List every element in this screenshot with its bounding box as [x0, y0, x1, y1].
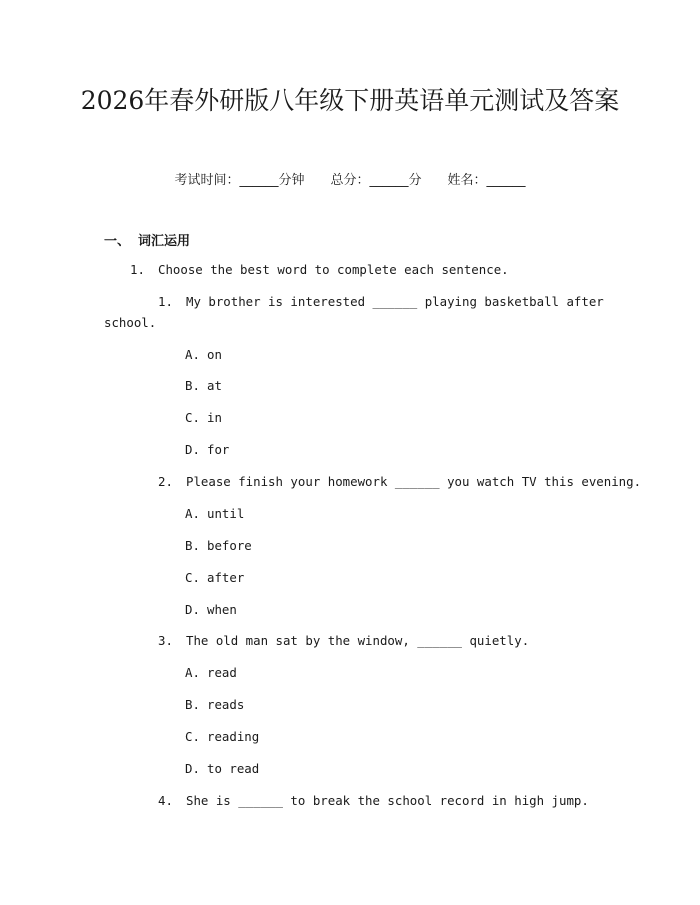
option-text: read — [207, 665, 237, 680]
question-3-option-b[interactable] — [185, 697, 244, 713]
question-1 — [158, 294, 604, 310]
option-letter: D. — [185, 442, 200, 457]
option-letter: D. — [185, 602, 200, 617]
option-letter: D. — [185, 761, 200, 776]
question-1-option-b[interactable] — [185, 378, 222, 394]
option-letter: B. — [185, 697, 200, 712]
option-text: before — [207, 538, 252, 553]
exam-time-label: 考试时间：______分钟 — [174, 173, 305, 188]
question-4 — [158, 793, 589, 809]
question-1-continuation: school. — [104, 315, 157, 330]
option-text: at — [207, 378, 222, 393]
question-2-option-b[interactable] — [185, 538, 252, 554]
total-score-label: 总分：______分 — [330, 173, 422, 188]
question-3-option-a[interactable] — [185, 665, 237, 681]
option-letter: C. — [185, 729, 200, 744]
option-letter: A. — [185, 347, 200, 362]
question-2-option-c[interactable] — [185, 570, 244, 586]
question-2-option-a[interactable] — [185, 506, 244, 522]
question-number: 2. — [158, 474, 173, 489]
option-text: reading — [207, 729, 260, 744]
question-number: 3. — [158, 633, 173, 648]
question-number: 1. — [158, 294, 173, 309]
exam-info — [0, 169, 700, 188]
question-text: Please finish your homework ______ you watch TV this evening. — [186, 474, 642, 489]
option-text: for — [207, 442, 230, 457]
question-3-option-c[interactable] — [185, 729, 259, 745]
option-text: when — [207, 602, 237, 617]
section-number: 一、 — [104, 234, 131, 249]
question-text: She is ______ to break the school record in high jump. — [186, 793, 589, 808]
option-text: until — [207, 506, 245, 521]
question-1-option-c[interactable] — [185, 410, 222, 426]
student-name-label: 姓名：______ — [447, 173, 526, 188]
section-heading — [104, 230, 190, 249]
instruction-number: 1. — [130, 262, 145, 277]
option-text: after — [207, 570, 245, 585]
option-text: on — [207, 347, 222, 362]
question-text: My brother is interested ______ playing basketball after — [186, 294, 604, 309]
question-3-option-d[interactable] — [185, 761, 259, 777]
option-text: to read — [207, 761, 260, 776]
instruction-text: Choose the best word to complete each sentence. — [158, 262, 509, 277]
option-letter: B. — [185, 538, 200, 553]
option-letter: B. — [185, 378, 200, 393]
question-2-option-d[interactable] — [185, 602, 237, 618]
instruction — [130, 262, 509, 278]
option-text: reads — [207, 697, 245, 712]
question-3 — [158, 633, 529, 649]
option-letter: C. — [185, 410, 200, 425]
question-number: 4. — [158, 793, 173, 808]
section-title: 词汇运用 — [138, 234, 191, 249]
option-letter: A. — [185, 506, 200, 521]
question-1-option-d[interactable] — [185, 442, 229, 458]
option-text: in — [207, 410, 222, 425]
document-title: 2026年春外研版八年级下册英语单元测试及答案 — [80, 86, 620, 115]
question-text: The old man sat by the window, ______ quietly. — [186, 633, 530, 648]
question-2 — [158, 474, 641, 490]
question-1-option-a[interactable] — [185, 347, 222, 363]
option-letter: A. — [185, 665, 200, 680]
option-letter: C. — [185, 570, 200, 585]
